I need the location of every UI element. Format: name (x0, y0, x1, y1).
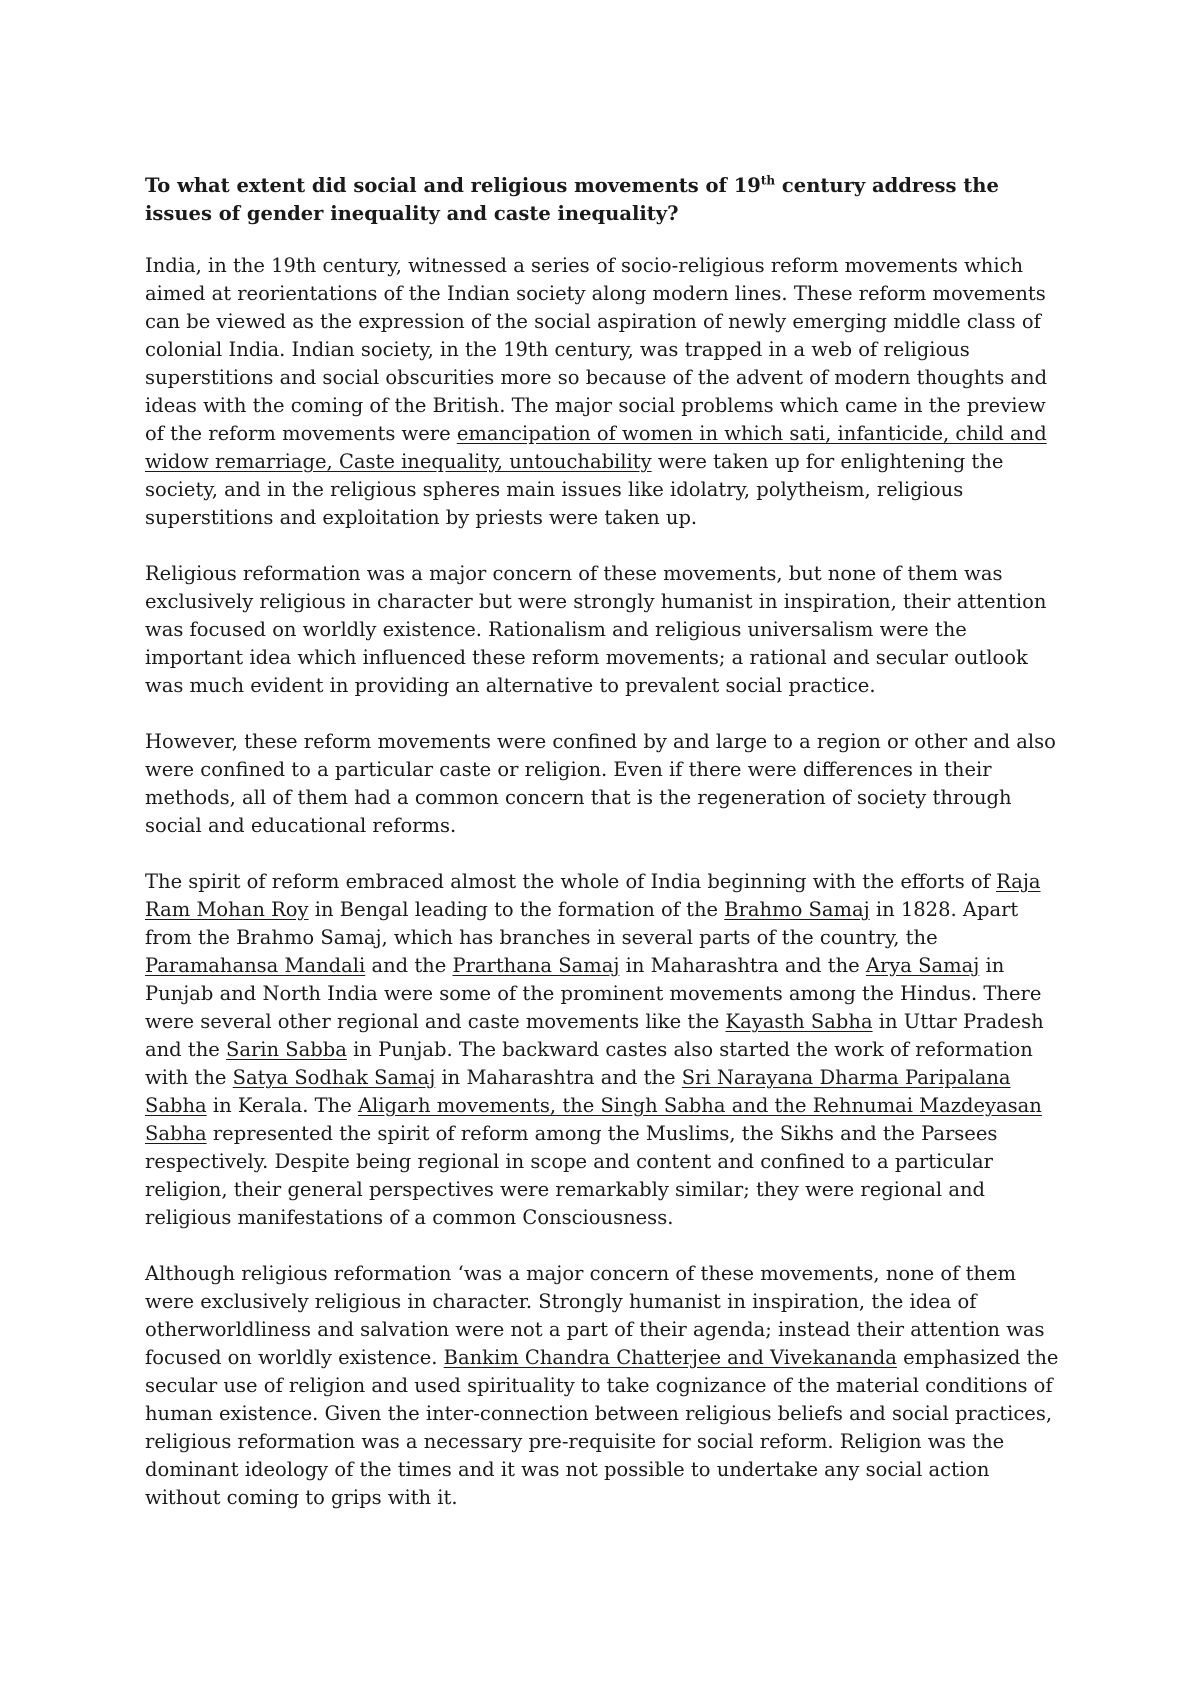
paragraph-text: in Uttar Pradesh and the (145, 1010, 1044, 1061)
heading-text-end: century address the issues of gender inequality and caste inequality? (145, 174, 999, 225)
paragraph-text: in Punjab and North India were some of the prominent movements among the Hindus. There were several other regional and caste movements like the (145, 954, 1042, 1033)
underlined-phrase: Kayasth Sabha (725, 1010, 873, 1033)
paragraph-text: and the (365, 954, 453, 977)
underlined-phrase: Sri Narayana Dharma Paripalana Sabha (145, 1066, 1011, 1117)
document-body (145, 172, 1065, 1540)
underlined-phrase: Satya Sodhak Samaj (232, 1066, 436, 1089)
paragraph-text: Although religious reformation ‘was a major concern of these movements, none of them were exclusively religious in character. Strongly humanist in inspiration, the idea of otherworldliness and salvation were not a part of their agenda; instead their attention was focused on worldly existence. (145, 1262, 1045, 1369)
paragraph-text: were taken up for enlightening the society, and in the religious spheres main issues like idolatry, polytheism, religious superstitions and exploitation by priests were taken up. (145, 450, 1004, 529)
underlined-phrase: Paramahansa Mandali (145, 954, 366, 977)
body-paragraph (145, 252, 1065, 532)
body-paragraph (145, 560, 1065, 700)
paragraph-text: in Punjab. The backward castes also started the work of reformation with the (145, 1038, 1033, 1089)
paragraph-text: Religious reformation was a major concern of these movements, but none of them was exclusively religious in character but were strongly humanist in inspiration, their attention was focused on worldly existence. Rationalism and religious universalism were the important idea which influenced these reform movements; a rational and secular outlook was much evident in providing an alternative to prevalent social practice. (145, 562, 1047, 697)
paragraph-text: in Bengal leading to the formation of the (308, 898, 725, 921)
question-heading (145, 172, 1065, 228)
paragraph-text: in Maharashtra and the (619, 954, 866, 977)
underlined-phrase: Aligarh movements, the Singh Sabha and the Rehnumai Mazdeyasan Sabha (145, 1094, 1042, 1145)
underlined-phrase: Sarin Sabba (226, 1038, 347, 1061)
paragraph-text: in Kerala. The (206, 1094, 358, 1117)
paragraph-text: emphasized the secular use of religion and used spirituality to take cognizance of the material conditions of human existence. Given the inter-connection between religious beliefs and social practices, religious reformation was a necessary pre-requisite for social reform. Religion was the dominant ideology of the times and it was not possible to undertake any social action without coming to grips with it. (145, 1346, 1059, 1509)
heading-text-start: To what extent did social and religious movements of 19 (145, 174, 761, 197)
paragraph-text: represented the spirit of reform among the Muslims, the Sikhs and the Parsees respectively. Despite being regional in scope and content and confined to a particular religion, their general perspectives were remarkably similar; they were regional and religious manifestations of a common Consciousness. (145, 1122, 998, 1229)
underlined-phrase: Prarthana Samaj (452, 954, 620, 977)
body-paragraph (145, 728, 1065, 840)
body-paragraph (145, 868, 1065, 1232)
paragraph-text: in Maharashtra and the (435, 1066, 682, 1089)
underlined-phrase: emancipation of women in which sati, infanticide, child and widow remarriage, Caste inequality, untouchability (145, 422, 1047, 473)
underlined-phrase: Arya Samaj (865, 954, 980, 977)
heading-superscript: th (760, 173, 776, 188)
underlined-phrase: Brahmo Samaj (724, 898, 870, 921)
paragraphs-container (145, 252, 1065, 1512)
body-paragraph (145, 1260, 1065, 1512)
underlined-phrase: Raja Ram Mohan Roy (145, 870, 1041, 921)
paragraph-text: However, these reform movements were confined by and large to a region or other and also were confined to a particular caste or religion. Even if there were differences in their methods, all of them had a common concern that is the regeneration of society through social and educational reforms. (145, 730, 1056, 837)
paragraph-text: in 1828. Apart from the Brahmo Samaj, which has branches in several parts of the country, the (145, 898, 1019, 949)
underlined-phrase: Bankim Chandra Chatterjee and Vivekananda (443, 1346, 897, 1369)
paragraph-text: India, in the 19th century, witnessed a series of socio-religious reform movements which aimed at reorientations of the Indian society along modern lines. These reform movements can be viewed as the expression of the social aspiration of newly emerging middle class of colonial India. Indian society, in the 19th century, was trapped in a web of religious superstitions and social obscurities more so because of the advent of modern thoughts and ideas with the coming of the British. The major social problems which came in the preview of the reform movements were (145, 254, 1048, 445)
paragraph-text: The spirit of reform embraced almost the whole of India beginning with the efforts of (145, 870, 997, 893)
